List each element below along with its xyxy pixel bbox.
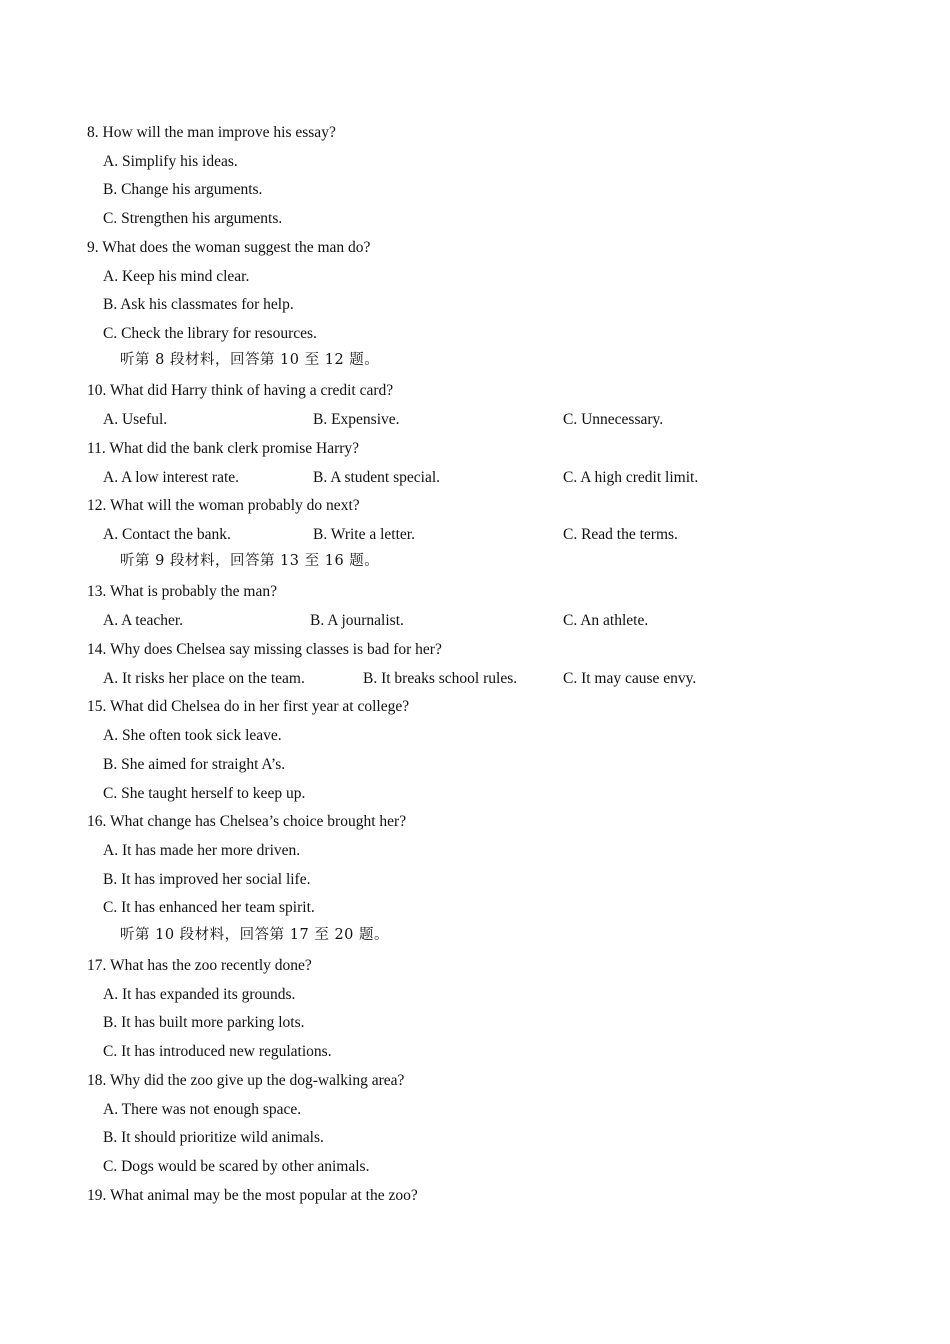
option-17b: B. It has built more parking lots. (103, 1014, 305, 1031)
option-18b: B. It should prioritize wild animals. (103, 1129, 324, 1146)
option-17c: C. It has introduced new regulations. (103, 1043, 332, 1060)
question-18: 18. Why did the zoo give up the dog-walking area? (87, 1072, 405, 1089)
option-18c: C. Dogs would be scared by other animals. (103, 1158, 370, 1175)
option-12a: A. Contact the bank. (103, 526, 231, 543)
option-14a: A. It risks her place on the team. (103, 670, 305, 687)
question-17: 17. What has the zoo recently done? (87, 957, 312, 974)
question-8: 8. How will the man improve his essay? (87, 124, 336, 141)
section-heading-8: 听第 8 段材料，回答第 10 至 12 题。 (120, 352, 380, 368)
option-12c: C. Read the terms. (563, 526, 678, 543)
option-10c: C. Unnecessary. (563, 411, 664, 428)
option-16a: A. It has made her more driven. (103, 842, 301, 859)
section-heading-9: 听第 9 段材料，回答第 13 至 16 题。 (120, 553, 380, 569)
option-9b: B. Ask his classmates for help. (103, 296, 294, 313)
question-19: 19. What animal may be the most popular at the zoo? (87, 1187, 418, 1204)
option-13b: B. A journalist. (310, 612, 404, 629)
question-10: 10. What did Harry think of having a credit card? (87, 382, 394, 399)
option-11b: B. A student special. (313, 469, 441, 486)
option-14b: B. It breaks school rules. (363, 670, 518, 687)
question-9: 9. What does the woman suggest the man do? (87, 239, 371, 256)
question-16: 16. What change has Chelsea’s choice brought her? (87, 813, 407, 830)
question-13: 13. What is probably the man? (87, 583, 277, 600)
option-8a: A. Simplify his ideas. (103, 153, 238, 170)
option-11c: C. A high credit limit. (563, 469, 699, 486)
question-14: 14. Why does Chelsea say missing classes is bad for her? (87, 641, 442, 658)
section-heading-10: 听第 10 段材料，回答第 17 至 20 题。 (120, 927, 390, 943)
option-12b: B. Write a letter. (313, 526, 415, 543)
option-15a: A. She often took sick leave. (103, 727, 282, 744)
option-8b: B. Change his arguments. (103, 181, 263, 198)
option-10a: A. Useful. (103, 411, 168, 428)
option-15c: C. She taught herself to keep up. (103, 785, 306, 802)
option-13c: C. An athlete. (563, 612, 649, 629)
option-9c: C. Check the library for resources. (103, 325, 317, 342)
option-15b: B. She aimed for straight A’s. (103, 756, 286, 773)
question-11: 11. What did the bank clerk promise Harry? (87, 440, 360, 457)
option-11a: A. A low interest rate. (103, 469, 240, 486)
option-17a: A. It has expanded its grounds. (103, 986, 296, 1003)
option-18a: A. There was not enough space. (103, 1101, 302, 1118)
option-10b: B. Expensive. (313, 411, 400, 428)
option-16b: B. It has improved her social life. (103, 871, 311, 888)
option-13a: A. A teacher. (103, 612, 184, 629)
option-14c: C. It may cause envy. (563, 670, 697, 687)
question-15: 15. What did Chelsea do in her first year at college? (87, 698, 410, 715)
question-12: 12. What will the woman probably do next? (87, 497, 360, 514)
option-9a: A. Keep his mind clear. (103, 268, 250, 285)
option-16c: C. It has enhanced her team spirit. (103, 899, 315, 916)
option-8c: C. Strengthen his arguments. (103, 210, 283, 227)
